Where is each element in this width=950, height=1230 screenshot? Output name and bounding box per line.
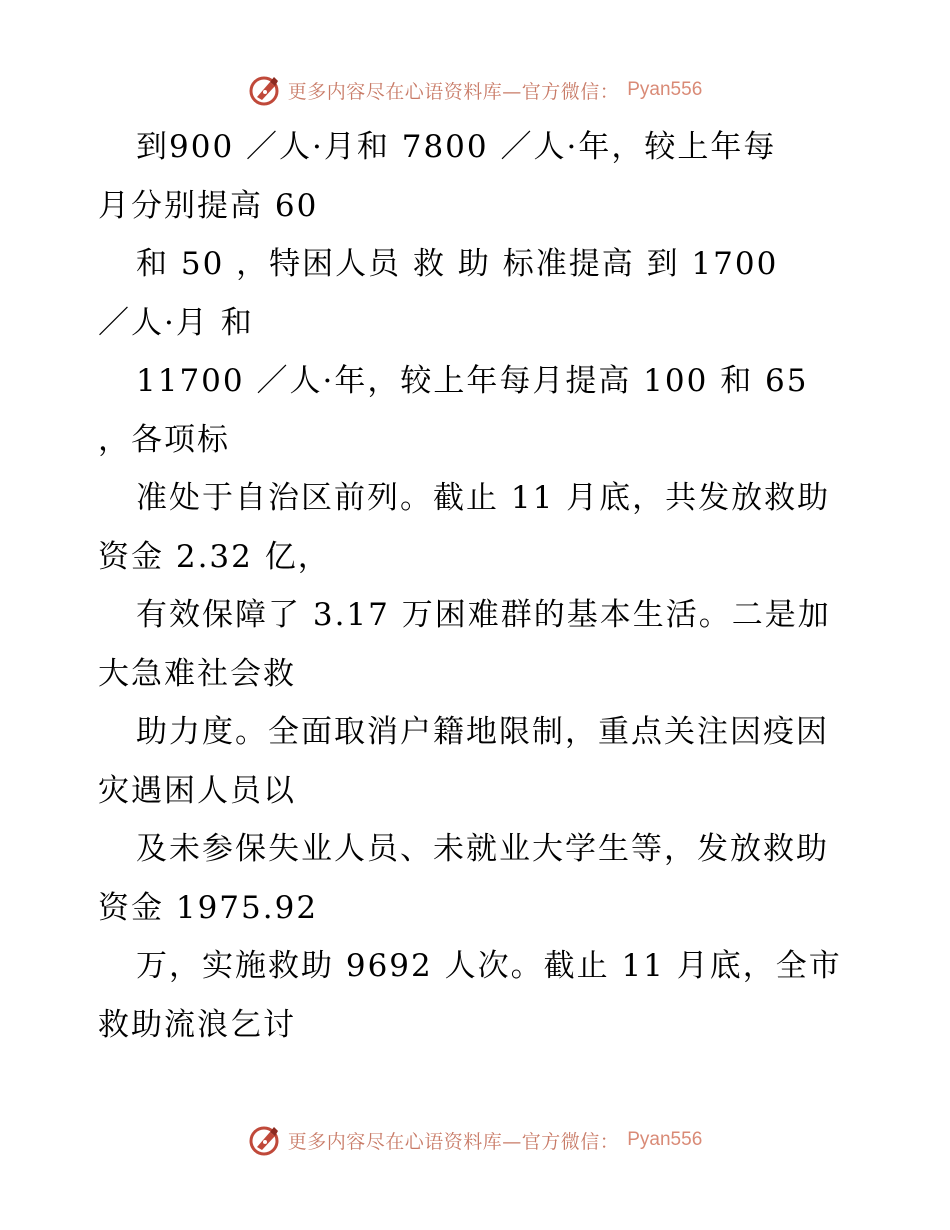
footer-banner-text: 更多内容尽在心语资料库—官方微信：: [287, 1130, 620, 1153]
text-line: 资金 1975.92: [98, 889, 319, 926]
text-line: 灾遇困人员以: [98, 772, 296, 809]
header-banner-content: [248, 73, 703, 107]
text-line: 和 50 ，特困人员 救 助 标准提高 到 1700: [136, 246, 779, 282]
text-line: 助力度。全面取消户籍地限制，重点关注因疫因: [136, 714, 829, 750]
pen-nib-logo-icon: [248, 73, 282, 107]
text-line: 资金 2.32 亿，: [98, 538, 331, 575]
header-banner-wechat-id: Pyan556: [627, 79, 703, 100]
text-line: 准处于自治区前列。截止 11 月底，共发放救助: [136, 480, 831, 516]
text-line: 月分别提高 60: [98, 187, 319, 224]
text-line: ／人·月 和: [98, 304, 254, 341]
text-line: 及未参保失业人员、未就业大学生等，发放救助: [136, 831, 829, 867]
text-line: 11700 ／人·年，较上年每月提高 100 和 65: [136, 363, 809, 399]
header-banner-text: 更多内容尽在心语资料库—官方微信：: [287, 80, 620, 103]
text-line: 救助流浪乞讨: [98, 1006, 296, 1043]
document-body: [98, 118, 858, 1054]
footer-banner-wechat-id: Pyan556: [627, 1129, 703, 1150]
footer-banner-content: [248, 1123, 703, 1157]
text-line: 到900 ／人·月和 7800 ／人·年，较上年每: [136, 129, 777, 165]
header-banner: [0, 70, 950, 110]
footer-banner: [0, 1120, 950, 1160]
text-line: 万，实施救助 9692 人次。截止 11 月底，全市: [136, 948, 842, 984]
text-line: 有效保障了 3.17 万困难群的基本生活。二是加: [136, 597, 831, 633]
pen-nib-logo-icon: [248, 1123, 282, 1157]
text-line: ，各项标: [98, 421, 230, 458]
text-line: 大急难社会救: [98, 655, 296, 692]
